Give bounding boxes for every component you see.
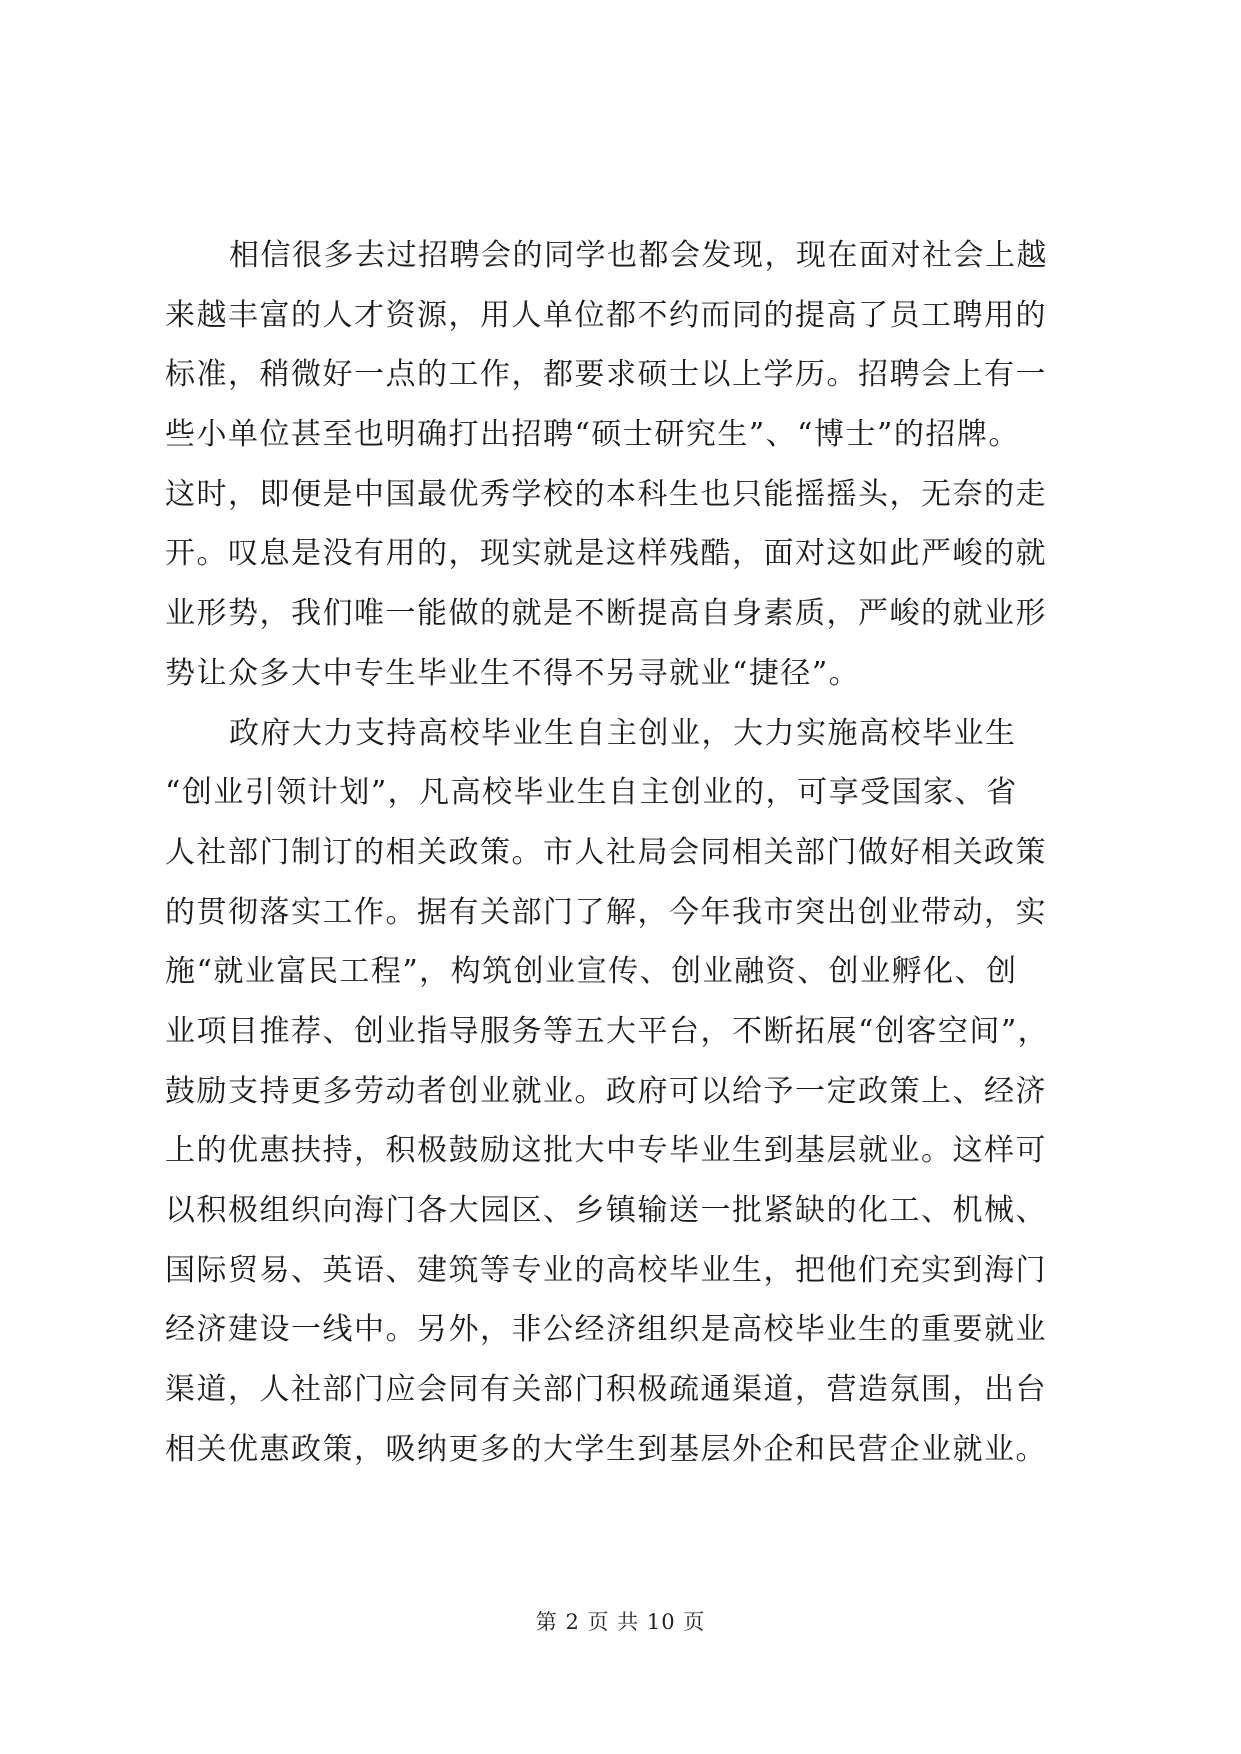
paragraph-line: 相关优惠政策，吸纳更多的大学生到基层外企和民营企业就业。 [165, 1431, 1047, 1467]
paragraph-line: 这时，即便是中国最优秀学校的本科生也只能摇摇头，无奈的走 [165, 476, 1047, 512]
paragraph-line: 施“就业富民工程”，构筑创业宣传、创业融资、创业孵化、创 [165, 954, 1018, 990]
page-footer: 第 2 页 共 10 页 [535, 1610, 706, 1634]
paragraph-line: 人社部门制订的相关政策。市人社局会同相关部门做好相关政策 [165, 834, 1047, 870]
paragraph-1 [165, 226, 1077, 704]
paragraph-line: 上的优惠扶持，积极鼓励这批大中专毕业生到基层就业。这样可 [165, 1133, 1047, 1169]
paragraph-line: 业项目推荐、创业指导服务等五大平台，不断拓展“创客空间”， [165, 1013, 1050, 1049]
paragraph-line: 渠道，人社部门应会同有关部门积极疏通渠道，营造氛围，出台 [165, 1372, 1047, 1408]
paragraph-line: 经济建设一线中。另外，非公经济组织是高校毕业生的重要就业 [165, 1312, 1047, 1348]
paragraph-line: 来越丰富的人才资源，用人单位都不约而同的提高了员工聘用的 [165, 297, 1047, 333]
paragraph-line: 鼓励支持更多劳动者创业就业。政府可以给予一定政策上、经济 [165, 1073, 1047, 1109]
paragraph-line: 势让众多大中专生毕业生不得不另寻就业“捷径”。 [165, 655, 861, 691]
paragraph-line: 些小单位甚至也明确打出招聘“硕士研究生”、“博士”的招牌。 [165, 417, 1020, 453]
paragraph-2 [165, 704, 1077, 1480]
paragraph-line: 开。叹息是没有用的，现实就是这样残酷，面对这如此严峻的就 [165, 536, 1047, 572]
paragraph-line: “创业引领计划”，凡高校毕业生自主创业的，可享受国家、省 [165, 775, 1018, 811]
body-text [165, 226, 1077, 1479]
paragraph-line: 国际贸易、英语、建筑等专业的高校毕业生，把他们充实到海门 [165, 1252, 1047, 1288]
paragraph-line: 的贯彻落实工作。据有关部门了解，今年我市突出创业带动，实 [165, 894, 1047, 930]
paragraph-line: 政府大力支持高校毕业生自主创业，大力实施高校毕业生 [229, 715, 1017, 751]
paragraph-line: 相信很多去过招聘会的同学也都会发现，现在面对社会上越 [229, 238, 1048, 273]
paragraph-line: 以积极组织向海门各大园区、乡镇输送一批紧缺的化工、机械、 [165, 1193, 1047, 1228]
paragraph-line: 业形势，我们唯一能做的就是不断提高自身素质，严峻的就业形 [165, 596, 1047, 632]
paragraph-line: 标准，稍微好一点的工作，都要求硕士以上学历。招聘会上有一 [165, 357, 1047, 393]
